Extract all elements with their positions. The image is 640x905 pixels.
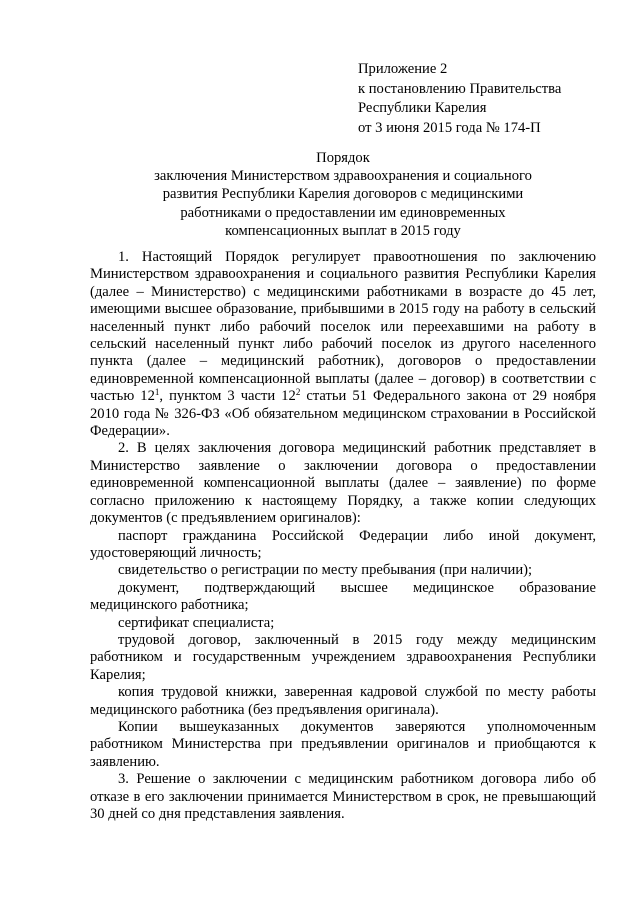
paragraph-3: 3. Решение о заключении с медицинским работником договора либо об отказе в его заключении принимается Министерством в срок, не превышающий 30 дней со дня представления заявления. xyxy=(90,771,596,822)
paragraph-1-text-a: 1. Настоящий Порядок регулирует правоотношения по заключению Министерством здравоохранения и социального развития Республики Карелия (далее – Министерство) с медицинскими работниками в возрасте до 45 лет, имеющими высшее образование, прибывшими в 2015 году на работу в сельский населенный пункт либо рабочий поселок или переехавшими на работу в сельский населенный пункт либо рабочий поселок из другого населенного пункта (далее – медицинский работник), договоров о предоставлении единовременной компенсационной выплаты (далее – договор) в соответствии с частью 12 xyxy=(90,249,596,405)
document-body xyxy=(90,249,596,823)
title-heading: Порядок xyxy=(316,150,370,166)
paragraph-1-text-c: статьи 51 Федерального закона от 29 ноября 2010 года № 326-ФЗ «Об обязательном медицинском страховании в Российской Федерации». xyxy=(90,388,597,440)
list-item-passport: паспорт гражданина Российской Федерации либо иной документ, удостоверяющий личность; xyxy=(90,527,596,561)
list-item-registration: свидетельство о регистрации по месту пребывания (при наличии); xyxy=(118,562,533,579)
list-item-workbook: копия трудовой книжки, заверенная кадровой службой по месту работы медицинского работника (без предъявления оригинала). xyxy=(90,684,596,718)
paragraph-2: 2. В целях заключения договора медицинский работник представляет в Министерство заявление о заключении договора о предоставлении единовременной компенсационной выплаты (далее – заявление) по форме согласно приложению к настоящему Порядку, а также копии следующих документов (с предъявлением оригиналов): xyxy=(90,440,596,527)
paragraph-1 xyxy=(90,249,596,440)
appendix-header xyxy=(358,60,618,138)
title-line: работниками о предоставлении им единовременных xyxy=(180,204,506,221)
appendix-republic: Республики Карелия xyxy=(358,100,487,117)
list-item-education: документ, подтверждающий высшее медицинское образование медицинского работника; xyxy=(90,579,596,614)
appendix-date: от 3 июня 2015 года № 174-П xyxy=(358,119,541,136)
superscript-2: 2 xyxy=(295,387,301,398)
paragraph-copies: Копии вышеуказанных документов заверяются уполномоченным работником Министерства при предъявлении оригиналов и приобщаются к заявлению. xyxy=(90,718,596,770)
document-title xyxy=(86,149,600,240)
list-item-contract: трудовой договор, заключенный в 2015 году между медицинским работником и государственным учреждением здравоохранения Республики Карелия; xyxy=(90,631,596,683)
appendix-number: Приложение 2 xyxy=(358,61,448,77)
paragraph-1-text-b: , пунктом 3 части 12 xyxy=(159,388,296,405)
title-line: компенсационных выплат в 2015 году xyxy=(225,222,461,239)
title-line: развития Республики Карелия договоров с медицинскими xyxy=(162,186,524,203)
superscript-1: 1 xyxy=(154,387,160,398)
appendix-resolution: к постановлению Правительства xyxy=(358,80,562,97)
list-item-certificate: сертификат специалиста; xyxy=(118,614,275,631)
title-line: заключения Министерством здравоохранения и социального xyxy=(154,168,532,185)
